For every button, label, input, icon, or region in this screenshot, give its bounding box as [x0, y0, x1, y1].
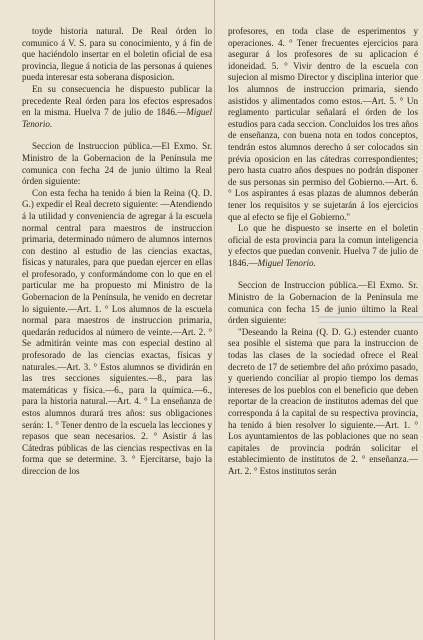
paragraph-publication-2-text: Lo que he dispuesto se inserte en el boletin oficial de esta provincia para la comun inteligencia y efectos que puedan convenir. Huelva 7 de julio de 1846.—	[228, 223, 418, 268]
library-stamp	[318, 316, 423, 374]
stamp-rule	[318, 322, 423, 323]
paragraph-publication-2	[228, 223, 418, 269]
section-heading: Seccion de Instruccion pública.—El Exmo. Sr. Ministro de la Gobernacion de la Península me comunica con fecha 24 de junio último la Real órden siguiente:	[22, 141, 212, 187]
side-watermark	[2, 470, 12, 640]
decree-continuation: profesores, en toda clase de esperimentos y operaciones. 4. ° Tener frecuentes ejercicios para asegurar á los profesores de su aplicacion é idoneidad. 5. ° Vivir dentro de la escuela con sujecion al mismo Director y disciplina interior que los alumnos de instruccion primaria, siendo asistidos y alimentados como estos.—Art. 5. ° Un reglamento particular señalará el órden de los estudios para cada seccion. Concluidos los tres años de enseñanza, con buena nota en todos conceptos, tendrán estos alumnos derecho á ser colocados sin prévia oposicion en las cátedras correspondientes; pero hasta cuatro años despues no podrán disponer de sus personas sin permiso del Gobierno.—Art. 6. ° Los aspirantes á esas plazas de alumnos deberán tener los requisitos y se sujetarán á los ejercicios que al efecto se fije el Gobierno."	[228, 26, 418, 222]
signature: Miguel Tenorio.	[22, 107, 212, 129]
paragraph-intro: toyde historia natural. De Real órden lo comunico á V. S. para su conocimiento, y á fin de que haciéndolo insertar en el boletin oficial de esa provincia, llegue á noticia de las personas á quienes pueda interesar esta soberana disposicion.	[22, 26, 212, 83]
paragraph-publication	[22, 84, 212, 130]
royal-order-paragraph: "Deseando la Reina (Q. D. G.) estender cuanto sea posible el sistema que para la instruccion de todas las clases de la sociedad ofrece el Real decreto de 17 de setiembre del año próximo pasado, y queriendo conciliar al propio tiempo los demas intereses de los pueblos con el beneficio que deben reportar de la creacion de institutos ademas del que corresponda á la capital de su respectiva provincia, ha tenido á bien resolver lo siguiente.—Art. 1. ° Los ayuntamientos de las poblaciones que no sean capitales de provincia podrán solicitar el establecimiento de institutos de 2. ° enseñanza.—Art. 2. ° Estos institutos serán	[228, 326, 418, 476]
spacer	[22, 130, 212, 141]
left-column	[22, 26, 212, 478]
right-column	[228, 26, 418, 478]
decree-paragraph: Con esta fecha ha tenido á bien la Reina (Q. D. G.) expedir el Real decreto siguiente: —Atendiendo á la utilidad y conveniencia de agregar á la escuela normal central para maestros de instruccion primaria, determinado número de alumnos internos con destino al estudio de las ciencias exactas, físicas y naturales, para que puedan ejercer en ellas el profesorado, y conformándome con lo que en el particular me ha propuesto mi Ministro de la Gobernacion de la Península, he venido en decretar lo siguiente.—Art. 1. ° Los alumnos de la escuela normal para maestros de instruccion primaria, quedarán reducidos al número de veinte.—Art. 2. ° Se admitirán veinte mas con especial destino al profesorado de las ciencias exactas, físicas y naturales.—Art. 3. ° Estos alumnos se dividirán en las tres secciones siguientes.—8., para las matemáticas y física.—6., para la química.—6., para la historia natural.—Art. 4. ° La enseñanza de estos alumnos durará tres años: sus obligaciones serán: 1. ° Tener dentro de la escuela las lecciones y repasos que sean necesarios. 2. ° Asistir á las Cátedras públicas de las ciencias respectivas en la forma que se determine. 3. ° Ejercitarse, bajo la direccion de los	[22, 187, 212, 476]
column-divider	[214, 0, 215, 640]
section-heading-2: Seccion de Instruccion pública.—El Exmo. Sr. Ministro de la Gobernacion de la Península me comunica con fecha 15 de junio último la Real órden siguiente:	[228, 280, 418, 326]
signature-2: Miguel Tenorio.	[257, 257, 316, 268]
paragraph-publication-text: En su consecuencia he dispuesto publicar la precedente Real órden para los efectos espresados en la misma. Huelva 7 de julio de 1846.—	[22, 83, 212, 118]
spacer	[228, 269, 418, 280]
